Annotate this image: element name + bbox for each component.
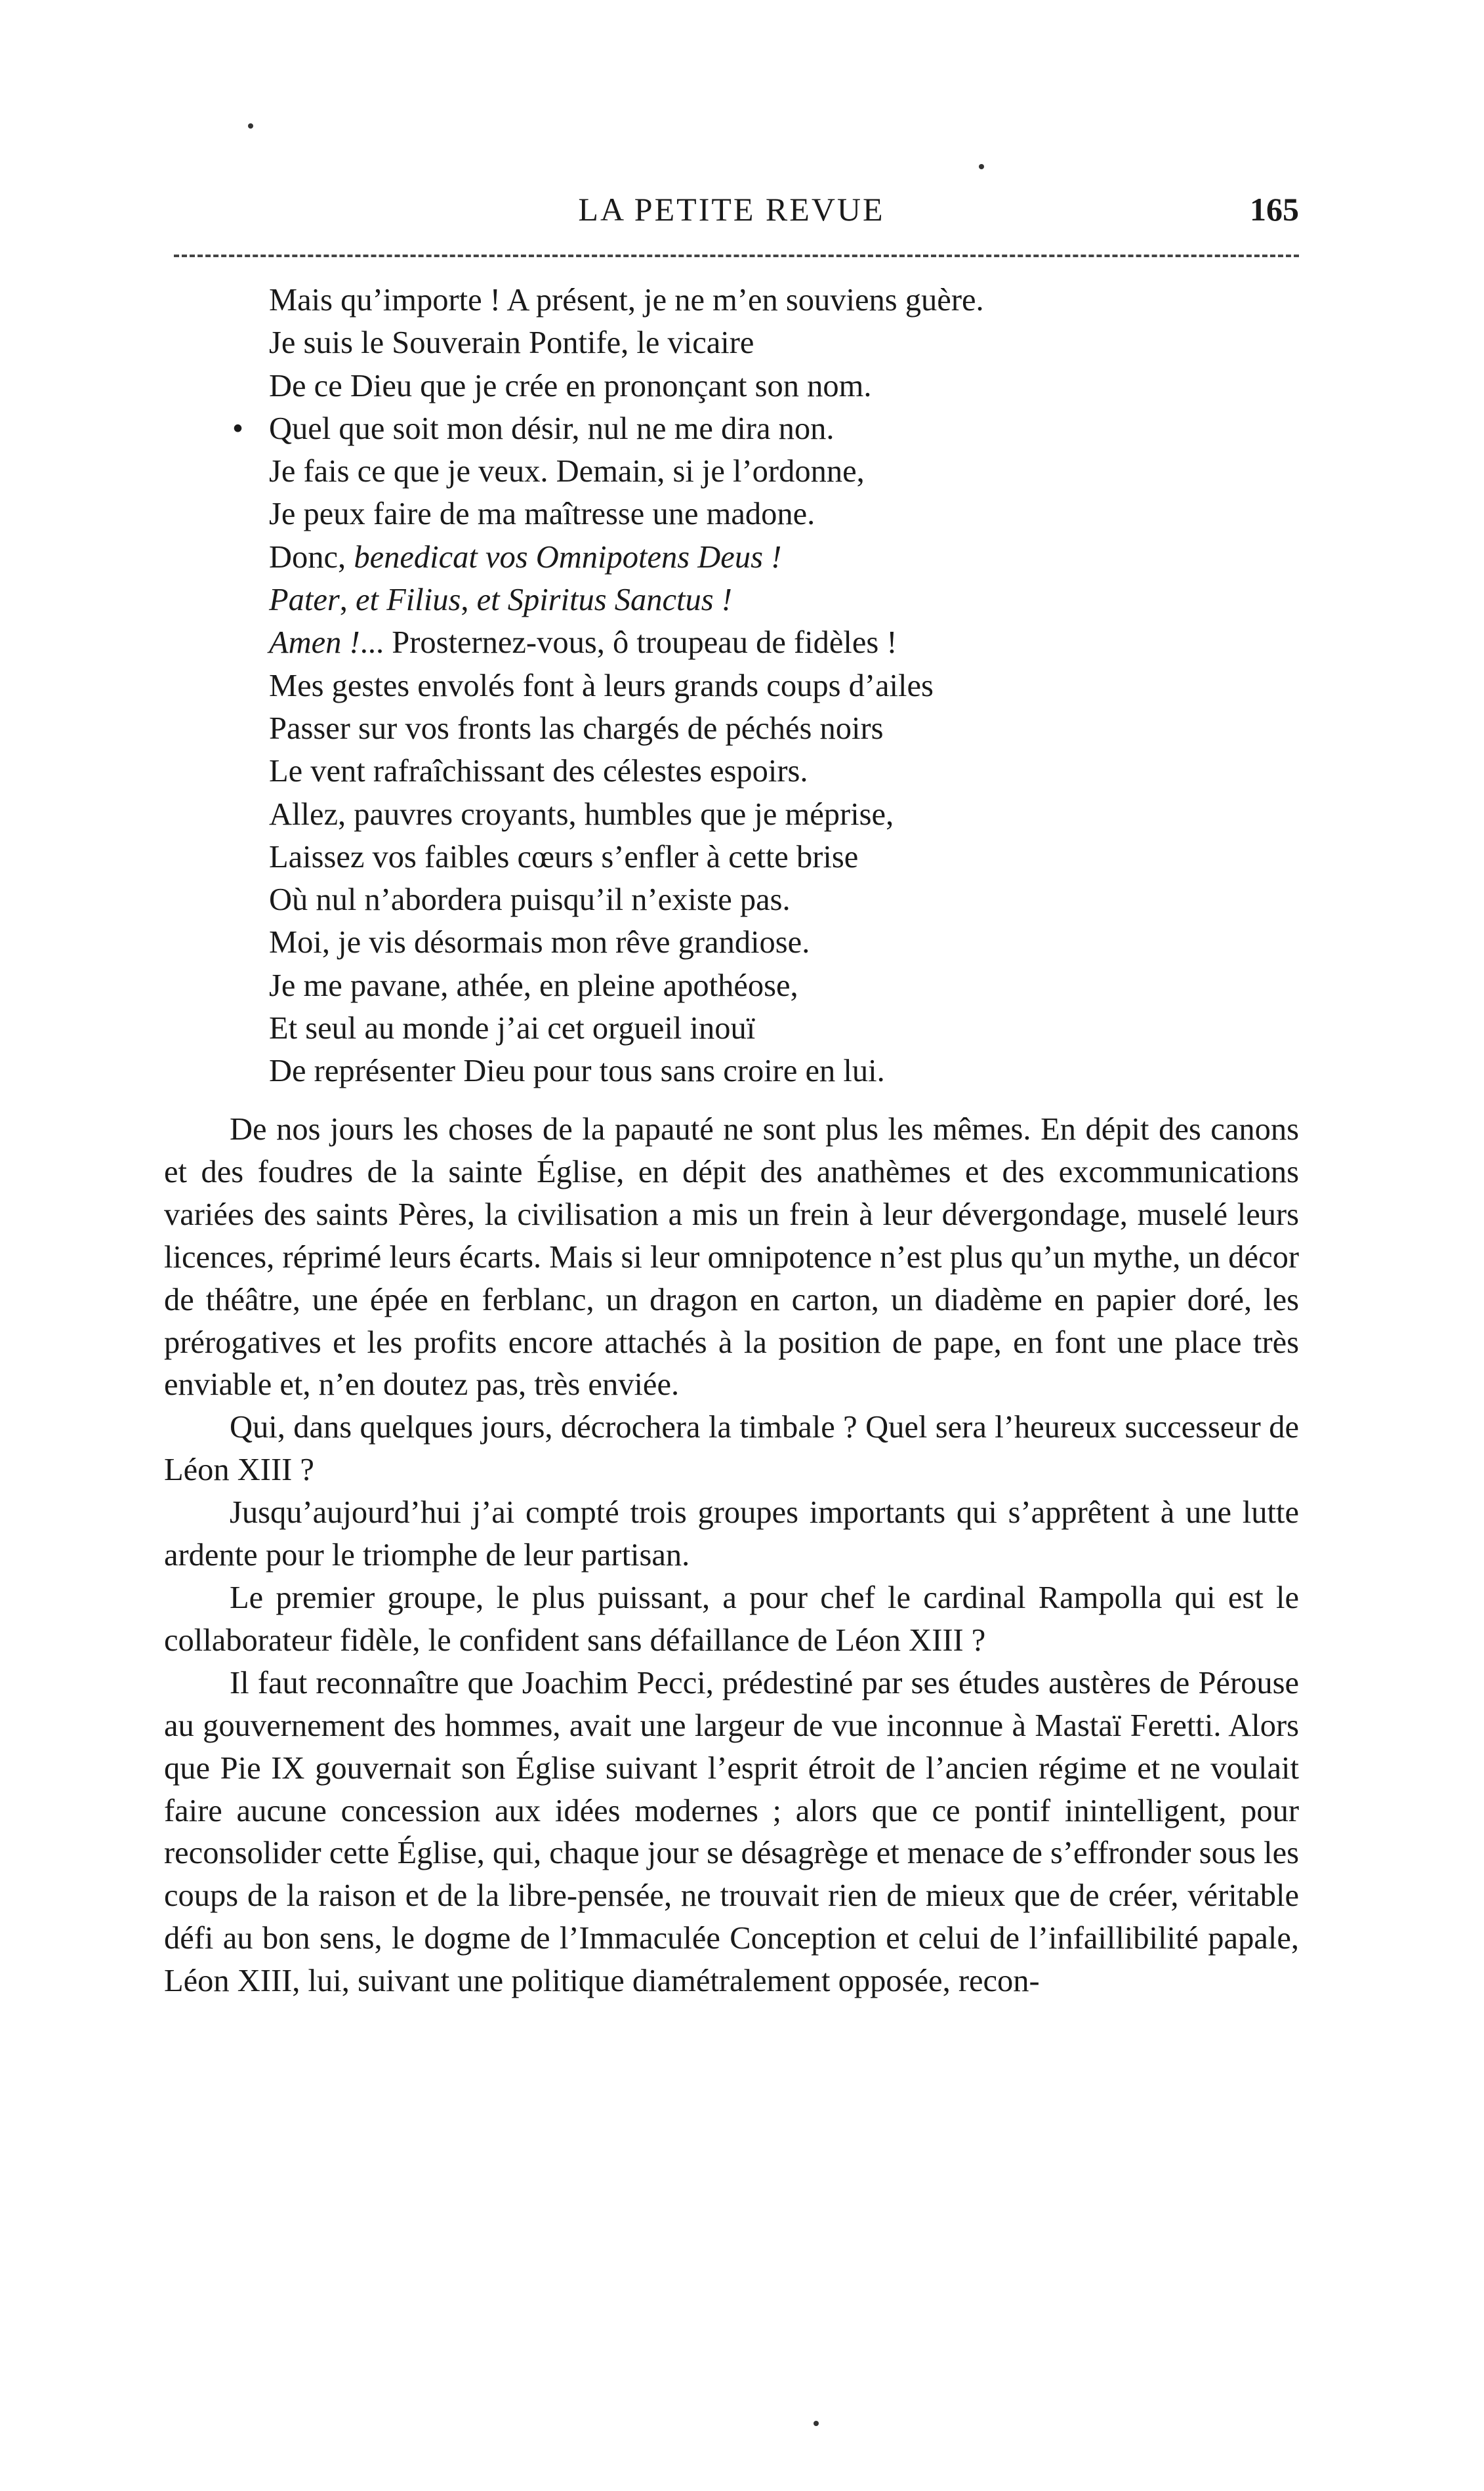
verse-text: Donc,	[269, 539, 354, 575]
verse-line	[269, 536, 1299, 579]
verse-line: De ce Dieu que je crée en prononçant son nom.	[269, 368, 872, 403]
verse-line: Je peux faire de ma maîtresse une madone.	[269, 497, 815, 532]
verse-line-text: Quel que soit mon désir, nul ne me dira non.	[269, 411, 835, 446]
verse-block	[232, 279, 1299, 1093]
verse-line	[232, 407, 1299, 450]
latin-text: Pater	[269, 583, 340, 618]
running-header	[164, 190, 1299, 243]
margin-bullet: •	[232, 411, 243, 446]
verse-line: Je me pavane, athée, en pleine apothéose,	[269, 968, 798, 1003]
verse-line: Où nul n’abordera puisqu’il n’existe pas.	[269, 882, 791, 918]
paragraph: Qui, dans quelques jours, décrochera la timbale ? Quel sera l’heureux successeur de Léon XIII ?	[164, 1410, 1299, 1488]
verse-line: De représenter Dieu pour tous sans croire en lui.	[269, 1054, 885, 1089]
paragraph: De nos jours les choses de la papauté ne sont plus les mêmes. En dépit des canons et des foudres de la sainte Église, en dépit des anathèmes et des excommunications variées des saints Pères, la civilisation a mis un frein à leur dévergondage, muselé leurs licences, réprimé leurs écarts. Mais si leur omnipotence n’est plus qu’un mythe, un décor de théâtre, une épée en ferblanc, un dragon en carton, un diadème en papier doré, les prérogatives et les profits encore attachés à la position de pape, en font une place très enviable et, n’en doutez pas, très enviée.	[164, 1112, 1299, 1403]
verse-line: Et seul au monde j’ai cet orgueil inouï	[269, 1011, 756, 1046]
print-speck	[248, 123, 253, 129]
verse-line: Le vent rafraîchissant des célestes espoirs.	[269, 754, 808, 789]
verse-line: Je suis le Souverain Pontife, le vicaire	[269, 325, 754, 361]
paragraph: Il faut reconnaître que Joachim Pecci, prédestiné par ses études austères de Pérouse au gouvernement des hommes, avait une largeur de vue inconnue à Mastaï Feretti. Alors que Pie IX gouvernait son Église suivant l’esprit étroit de l’ancien régime et ne voulait faire aucune concession aux idées modernes ; alors que ce pontif inintelligent, pour reconsolider cette Église, qui, chaque jour se désagrège et menace de s’effronder sous les coups de la raison et de la libre-pensée, ne trouvait rien de mieux que de créer, véritable défi au bon sens, le dogme de l’Immaculée Conception et celui de l’infaillibilité papale, Léon XIII, lui, suivant une politique diamétralement opposée, recon-	[164, 1665, 1299, 1999]
verse-line: Mais qu’importe ! A présent, je ne m’en souviens guère.	[269, 283, 984, 318]
verse-text: ,	[461, 583, 477, 618]
latin-text: et Spiritus Sanctus !	[476, 583, 732, 618]
verse-line: Passer sur vos fronts las chargés de péchés noirs	[269, 710, 884, 746]
paragraph: Jusqu’aujourd’hui j’ai compté trois groupes importants qui s’apprêtent à une lutte ardente pour le triomphe de leur partisan.	[164, 1495, 1299, 1573]
latin-text: Amen !	[269, 625, 360, 661]
verse-line: Allez, pauvres croyants, humbles que je méprise,	[269, 796, 894, 832]
verse-line: Laissez vos faibles cœurs s’enfler à cette brise	[269, 839, 859, 875]
running-title: LA PETITE REVUE	[578, 191, 885, 228]
verse-text: ... Prosternez-vous, ô troupeau de fidèles !	[360, 625, 897, 661]
prose-block	[164, 1109, 1299, 2003]
verse-text: ,	[339, 583, 356, 618]
verse-line	[269, 621, 1299, 664]
print-speck	[979, 164, 984, 169]
paragraph: Le premier groupe, le plus puissant, a pour chef le cardinal Rampolla qui est le collaborateur fidèle, le confident sans défaillance de Léon XIII ?	[164, 1580, 1299, 1658]
print-speck	[814, 2421, 819, 2426]
header-rule	[174, 255, 1299, 257]
page-number: 165	[1250, 191, 1299, 228]
latin-text: et Filius	[356, 583, 461, 618]
verse-line: Moi, je vis désormais mon rêve grandiose.	[269, 925, 810, 960]
verse-line: Mes gestes envolés font à leurs grands coups d’ailes	[269, 668, 934, 703]
verse-line: Je fais ce que je veux. Demain, si je l’ordonne,	[269, 454, 865, 489]
verse-line	[269, 579, 1299, 621]
latin-text: benedicat vos Omnipotens Deus !	[354, 539, 782, 575]
